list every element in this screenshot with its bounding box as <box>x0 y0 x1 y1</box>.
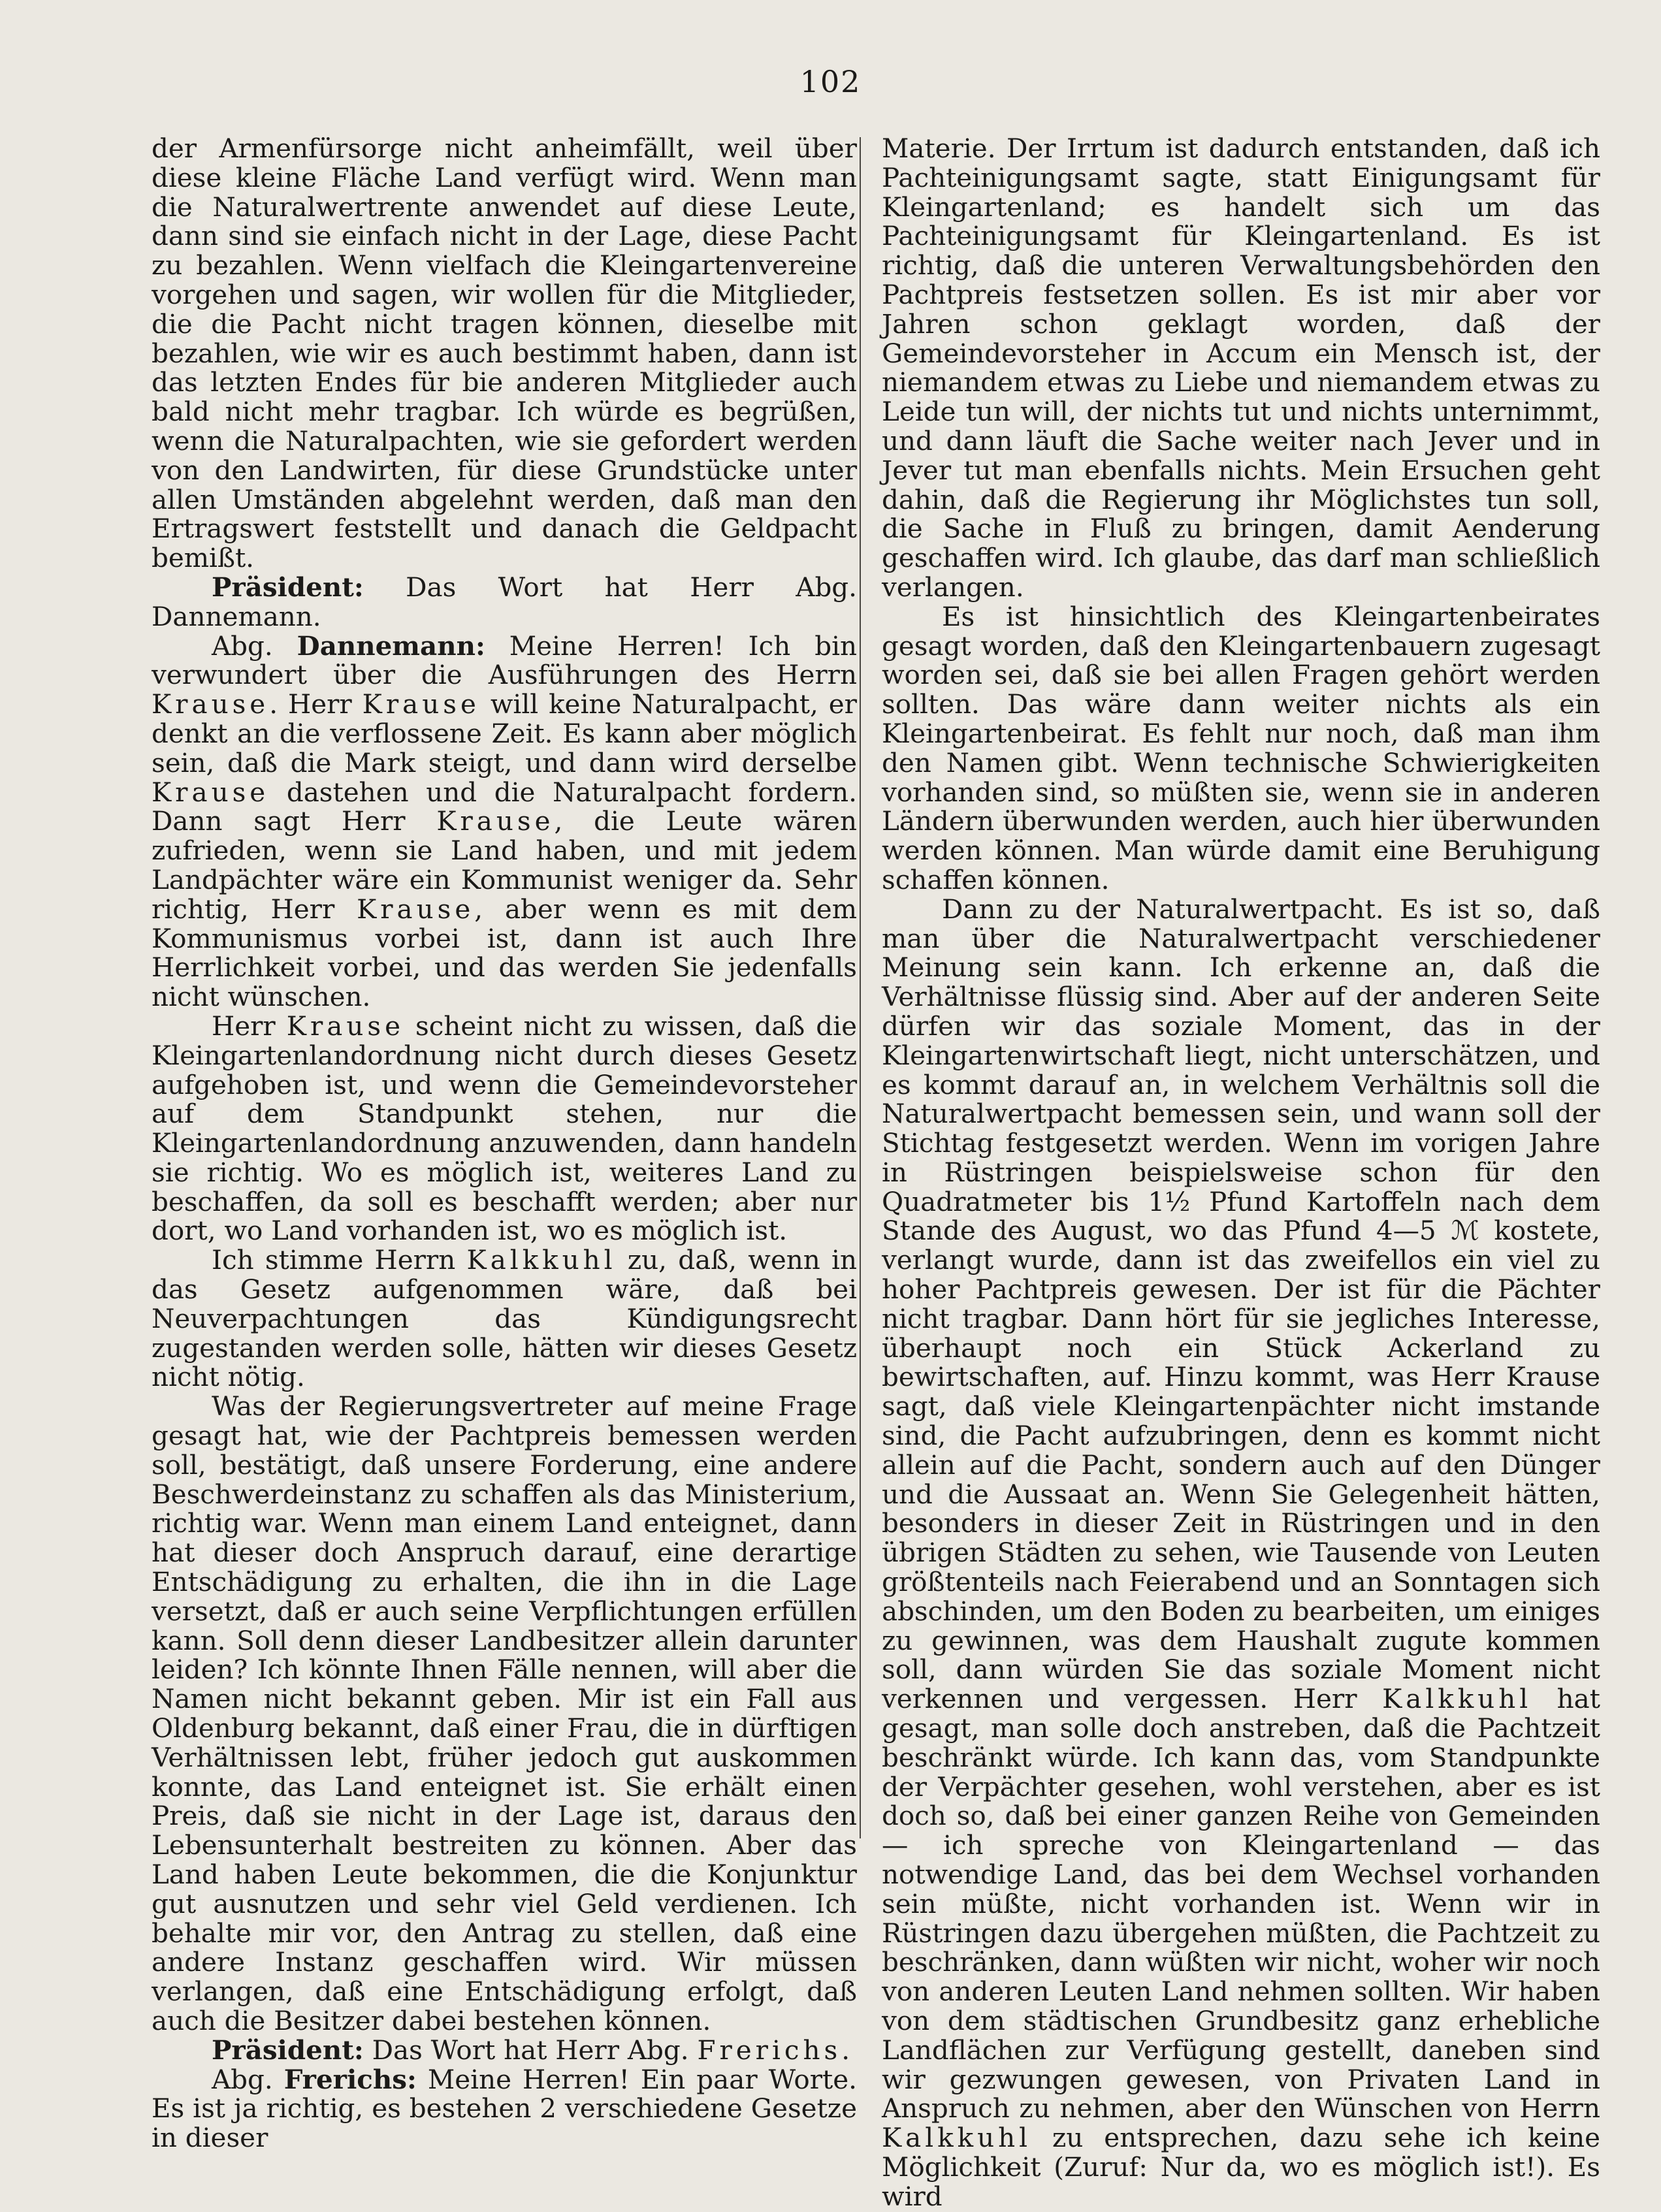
spaced-name: Frerichs <box>697 2034 842 2066</box>
text-run: Das Wort hat Herr Abg. Dannemann. <box>152 571 857 632</box>
paragraph <box>152 573 857 632</box>
right-column <box>882 134 1600 2211</box>
paragraph <box>152 1392 857 2036</box>
page-number: 102 <box>799 64 862 99</box>
text-run: Meine Herren! Ich bin verwundert über die Ausführungen des Herrn <box>152 630 858 691</box>
speaker-label: Frerichs: <box>283 2063 417 2095</box>
spaced-name: Kalkkuhl <box>466 1244 617 1276</box>
text-run: dastehen und die Naturalpacht fordern. Dann sagt Herr <box>152 776 857 837</box>
text-run: Das Wort hat Herr Abg. <box>363 2034 698 2066</box>
spaced-name: Kalkkuhl <box>1382 1683 1532 1715</box>
text-run: Herr <box>212 1010 287 1042</box>
text-run: , aber wenn es mit dem Kommunismus vorbei ist, dann ist auch Ihre Herrlichkeit vorbei, und das werden Sie jedenfalls nicht wünschen. <box>152 893 857 1013</box>
paragraph <box>152 1012 857 1245</box>
paragraph <box>882 602 1600 895</box>
speaker-label: Dannemann: <box>297 630 485 662</box>
text-run: scheint nicht zu wissen, daß die Kleingartenlandordnung nicht durch dieses Gesetz aufgehoben ist, und wenn die Gemeindevorsteher auf dem Standpunkt stehen, nur die Kleingartenlandordnung anzuwenden, dann handeln sie richtig. Wo es möglich ist, weiteres Land zu beschaffen, da soll es beschafft werden; aber nur dort, wo Land vorhanden ist, wo es möglich ist. <box>152 1010 857 1247</box>
text-run: . <box>841 2034 850 2066</box>
text-run: will keine Naturalpacht, er denkt an die verflossene Zeit. Es kann aber möglich sein, daß die Mark steigt, und dann wird derselbe <box>152 688 857 778</box>
text-run: Meine Herren! Ein paar Worte. Es ist ja richtig, es bestehen 2 verschiedene Gesetze in dieser <box>152 2063 857 2154</box>
paragraph <box>152 134 857 573</box>
spaced-name: Krause <box>362 688 480 720</box>
text-run: zu, daß, wenn in das Gesetz aufgenommen wäre, daß bei Neuverpachtungen das Kündigungsrecht zugestanden werden solle, hätten wir dieses Gesetz nicht nötig. <box>152 1244 857 1393</box>
paragraph <box>882 895 1600 2211</box>
text-run: der Armenfürsorge nicht anheimfällt, weil über diese kleine Fläche Land verfügt wird. Wenn man die Naturalwertrente anwendet auf diese Leute, dann sind sie einfach nicht in der Lage, diese Pacht zu bezahlen. Wenn vielfach die Kleingartenvereine vorgehen und sagen, wir wollen für die Mitglieder, die die Pacht nicht tragen können, dieselbe mit bezahlen, wie wir es auch bestimmt haben, dann ist das letzten Endes für bie anderen Mitglieder auch bald nicht mehr tragbar. Ich würde es begrüßen, wenn die Naturalpachten, wie sie gefordert werden von den Landwirten, für diese Grundstücke unter allen Umständen abgelehnt werden, daß man den Ertragswert feststellt und danach die Geldpacht bemißt. <box>152 133 857 574</box>
spaced-name: Krause <box>152 776 270 808</box>
column-divider <box>860 137 861 1838</box>
spaced-name: Krause <box>436 805 555 837</box>
speaker-label: Präsident: <box>212 571 364 603</box>
text-run: Dann zu der Naturalwertpacht. Es ist so, daß man über die Naturalwertpacht verschiedener Meinung sein kann. Ich erkenne an, daß die Verhältnisse flüssig sind. Aber auf der anderen Seite dürfen wir das soziale Moment, das in der Kleingartenwirtschaft liegt, nicht unterschätzen, und es kommt darauf an, in welchem Verhältnis soll die Naturalwertpacht bemessen sein, und wann soll der Stichtag festgesetzt werden. Wenn im vorigen Jahre in Rüstringen beispielsweise schon für den Quadratmeter bis 1½ Pfund Kartoffeln nach dem Stande des August, wo das Pfund 4—5 ℳ kostete, verlangt wurde, dann ist das zweifellos ein viel zu hoher Pachtpreis gewesen. Der ist für die Pächter nicht tragbar. Dann hört für sie jegliches Interesse, überhaupt noch ein Stück Ackerland zu bewirtschaften, auf. Hinzu kommt, was Herr Krause sagt, daß viele Kleingartenpächter nicht imstande sind, die Pacht aufzubringen, denn es kommt nicht allein auf die Pacht, sondern auch auf den Dünger und die Aussaat an. Wenn Sie Gelegenheit hätten, besonders in dieser Zeit in Rüstringen und in den übrigen Städten zu sehen, wie Tausende von Leuten größtenteils nach Feierabend und an Sonntagen sich abschinden, um den Boden zu bearbeiten, um einiges zu gewinnen, was dem Haushalt zugute kommen soll, dann würden Sie das soziale Moment nicht verkennen und vergessen. Herr <box>882 893 1600 1715</box>
paragraph <box>152 1245 857 1392</box>
text-run: Ich stimme Herrn <box>212 1244 467 1276</box>
text-run: Es ist hinsichtlich des Kleingartenbeirates gesagt worden, daß den Kleingartenbauern zugesagt worden sei, daß sie bei allen Fragen gehört werden sollten. Das wäre dann weiter nichts als ein Kleingartenbeirat. Es fehlt nur noch, daß man ihm den Namen gibt. Wenn technische Schwierigkeiten vorhanden sind, so müßten sie, wenn sie in anderen Ländern überwunden werden, auch hier überwunden werden können. Man würde damit eine Beruhigung schaffen können. <box>882 600 1600 895</box>
text-run: Was der Regierungsvertreter auf meine Frage gesagt hat, wie der Pachtpreis bemessen werden soll, bestätigt, daß unsere Forderung, eine andere Beschwerdeinstanz zu schaffen als das Ministerium, richtig war. Wenn man einem Land enteignet, dann hat dieser doch Anspruch darauf, eine derartige Entschädigung zu erhalten, die ihn in die Lage versetzt, daß er auch seine Verpflichtungen erfüllen kann. Soll denn dieser Landbesitzer allein darunter leiden? Ich könnte Ihnen Fälle nennen, will aber die Namen nicht bekannt geben. Mir ist ein Fall aus Oldenburg bekannt, daß einer Frau, die in dürftigen Verhältnissen lebt, früher jedoch gut auskommen konnte, das Land enteignet ist. Sie erhält einen Preis, daß sie nicht in der Lage ist, daraus den Lebensunterhalt bestreiten zu können. Aber das Land haben Leute bekommen, die die Konjunktur gut ausnutzen und sehr viel Geld verdienen. Ich behalte mir vor, den Antrag zu stellen, daß eine andere Instanz geschaffen wird. Wir müssen verlangen, daß eine Entschädigung erfolgt, daß auch die Besitzer dabei bestehen können. <box>152 1390 857 2036</box>
left-column <box>152 134 857 2153</box>
text-run: Abg. <box>212 2063 284 2095</box>
paragraph <box>152 2065 857 2153</box>
text-run: . Herr <box>269 688 363 720</box>
text-run: , die Leute wären zufrieden, wenn sie Land haben, und mit jedem Landpächter wäre ein Kommunist weniger da. Sehr richtig, Herr <box>152 805 857 925</box>
paragraph <box>152 2036 857 2065</box>
text-run: Materie. Der Irrtum ist dadurch entstanden, daß ich Pachteinigungsamt sagte, statt Einigungsamt für Kleingartenland; es handelt sich um das Pachteinigungsamt für Kleingartenland. Es ist richtig, daß die unteren Verwaltungsbehörden den Pachtpreis festsetzen sollen. Es ist mir aber vor Jahren schon geklagt worden, daß der Gemeindevorsteher in Accum ein Mensch ist, der niemandem etwas zu Liebe und niemandem etwas zu Leide tun will, der nichts tut und nichts unternimmt, und dann läuft die Sache weiter nach Jever und in Jever tut man ebenfalls nichts. Mein Ersuchen geht dahin, daß die Regierung ihr Möglichstes tun soll, die Sache in Fluß zu bringen, damit Aenderung geschaffen wird. Ich glaube, das darf man schließlich verlangen. <box>882 133 1600 603</box>
speaker-label: Präsident: <box>212 2034 364 2066</box>
spaced-name: Krause <box>357 893 475 925</box>
text-run: hat gesagt, man solle doch anstreben, daß die Pachtzeit beschränkt würde. Ich kann das, vom Standpunkte der Verpächter gesehen, wohl verstehen, aber es ist doch so, daß bei einer ganzen Reihe von Gemeinden — ich spreche von Kleingartenland — das notwendige Land, das bei dem Wechsel vorhanden sein müßte, nicht vorhanden ist. Wenn wir in Rüstringen dazu übergehen müßten, die Pachtzeit zu beschränken, dann wüßten wir nicht, woher wir noch von anderen Leuten Land nehmen sollten. Wir haben von dem städtischen Grundbesitz ganz erhebliche Landflächen zur Verfügung gestellt, daneben sind wir gezwungen gewesen, von Privaten Land in Anspruch zu nehmen, aber den Wünschen von Herrn <box>882 1683 1600 2124</box>
paragraph <box>882 134 1600 602</box>
spaced-name: Kalkkuhl <box>882 2122 1032 2154</box>
spaced-name: Krause <box>286 1010 404 1042</box>
text-run: Abg. <box>212 630 297 662</box>
spaced-name: Krause <box>152 688 270 720</box>
text-run: zu entsprechen, dazu sehe ich keine Möglichkeit (Zuruf: Nur da, wo es möglich ist!). Es wird <box>882 2122 1600 2212</box>
paragraph <box>152 632 857 1012</box>
